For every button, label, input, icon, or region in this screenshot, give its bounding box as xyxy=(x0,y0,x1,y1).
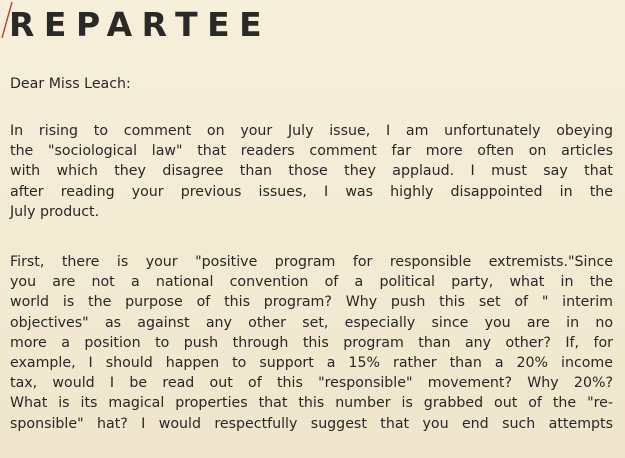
paragraph-line: more a position to push through this program than any other? If, for xyxy=(10,334,613,351)
paragraph-line: What is its magical properties that this number is grabbed out of the "re- xyxy=(10,395,613,412)
paragraph-line: In rising to comment on your July issue, I am unfortunately obeying xyxy=(10,123,613,139)
paragraph-line: sponsible" hat? I would respectfully suggest that you end such attempts xyxy=(10,415,613,432)
paragraph-line: the "sociological law" that readers comment far more often on articles xyxy=(10,143,613,160)
paragraph-line: objectives" as against any other set, especially since you are in no xyxy=(10,314,613,331)
paragraph-line: world is the purpose of this program? Why push this set of " interim xyxy=(10,294,613,311)
paragraph-line: you are not a national convention of a political party, what in the xyxy=(10,274,613,291)
paragraph-line: with which they disagree than those they applaud. I must say that xyxy=(10,163,613,180)
paragraph-line: example, I should happen to support a 15% rather than a 20% income xyxy=(10,354,613,371)
paragraph-line: after reading your previous issues, I was highly disappointed in the xyxy=(10,183,613,200)
paragraph-line: First, there is your "positive program for responsible extremists."Since xyxy=(10,254,613,270)
letter-salutation: Dear Miss Leach: xyxy=(10,76,131,92)
paragraph-2 xyxy=(10,252,613,434)
paragraph-1 xyxy=(10,121,613,222)
paragraph-line: July product. xyxy=(10,203,100,220)
paragraph-line: tax, would I be read out of this "responsible" movement? Why 20%? xyxy=(10,375,613,392)
page-title: REPARTEE xyxy=(9,5,272,44)
